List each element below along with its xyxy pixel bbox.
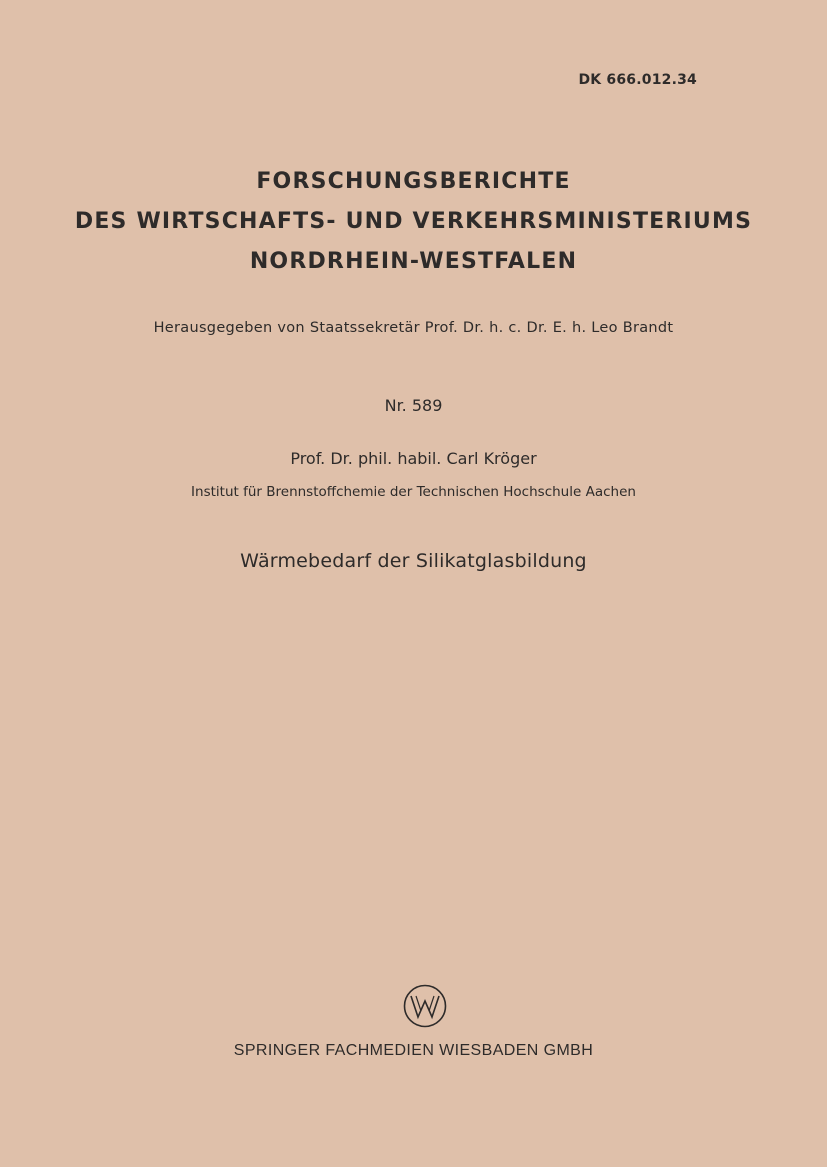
- report-number: Nr. 589: [384, 396, 443, 415]
- series-title-line-1: FORSCHUNGSBERICHTE: [256, 169, 571, 194]
- author-name: Prof. Dr. phil. habil. Carl Kröger: [290, 449, 537, 468]
- publisher-name: SPRINGER FACHMEDIEN WIESBADEN GMBH: [233, 1042, 594, 1059]
- classification-number: DK 666.012.34: [578, 72, 697, 88]
- series-title-line-2: DES WIRTSCHAFTS- UND VERKEHRSMINISTERIUMS: [74, 209, 753, 234]
- report-title: Wärmebedarf der Silikatglasbildung: [240, 550, 587, 572]
- series-title-line-3: NORDRHEIN-WESTFALEN: [249, 249, 578, 274]
- series-title: [0, 162, 827, 282]
- institute-name: Institut für Brennstoffchemie der Technischen Hochschule Aachen: [191, 484, 636, 500]
- editor-line: Herausgegeben von Staatssekretär Prof. Dr. h. c. Dr. E. h. Leo Brandt: [153, 320, 674, 336]
- publisher-logo-icon: [403, 984, 447, 1028]
